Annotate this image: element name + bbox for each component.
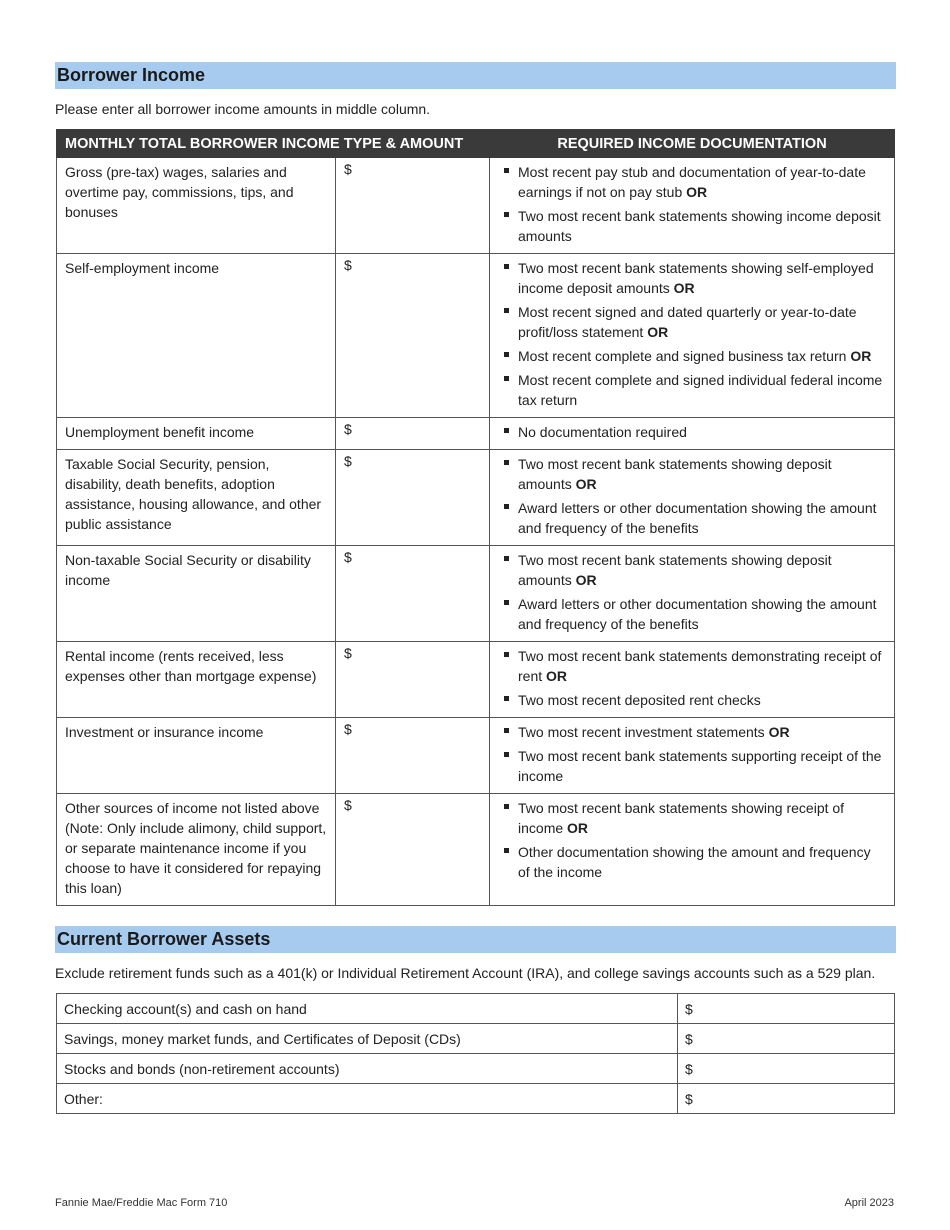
documentation-text: Most recent complete and signed individual federal income tax return (518, 372, 883, 408)
documentation-item (498, 690, 886, 710)
documentation-item (498, 422, 886, 442)
asset-row (57, 1024, 895, 1054)
currency-symbol: $ (344, 549, 352, 565)
asset-row (57, 1084, 895, 1114)
income-table-header (57, 130, 895, 158)
documentation-list (498, 258, 886, 410)
documentation-text: Two most recent bank statements demonstrating receipt of rent (518, 648, 882, 684)
income-documentation-cell (490, 158, 895, 254)
documentation-item (498, 370, 886, 410)
asset-amount-field[interactable] (678, 1084, 895, 1114)
documentation-text: Two most recent bank statements showing deposit amounts (518, 456, 832, 492)
documentation-text: Two most recent bank statements supporting receipt of the income (518, 748, 882, 784)
income-row (57, 718, 895, 794)
income-row (57, 546, 895, 642)
income-amount-field[interactable] (336, 546, 490, 642)
income-row (57, 450, 895, 546)
documentation-text: Two most recent bank statements showing income deposit amounts (518, 208, 881, 244)
income-amount-field[interactable] (336, 794, 490, 906)
or-connector: OR (686, 184, 708, 200)
footer-date: April 2023 (844, 1197, 894, 1209)
income-row (57, 158, 895, 254)
documentation-item (498, 594, 886, 634)
income-amount-field[interactable] (336, 158, 490, 254)
income-type-label: Gross (pre-tax) wages, salaries and overtime pay, commissions, tips, and bonuses (57, 158, 336, 254)
income-amount-field[interactable] (336, 718, 490, 794)
asset-label: Stocks and bonds (non-retirement accounts) (57, 1054, 678, 1084)
income-documentation-cell (490, 254, 895, 418)
documentation-text: Award letters or other documentation showing the amount and frequency of the benefits (518, 500, 877, 536)
or-connector: OR (546, 668, 568, 684)
income-type-label: Taxable Social Security, pension, disability, death benefits, adoption assistance, housing allowance, and other public assistance (57, 450, 336, 546)
income-documentation-cell (490, 794, 895, 906)
or-connector: OR (575, 572, 597, 588)
form-page (55, 62, 896, 1114)
currency-symbol: $ (344, 453, 352, 469)
currency-symbol: $ (344, 721, 352, 737)
documentation-text: Two most recent bank statements showing self-employed income deposit amounts (518, 260, 874, 296)
assets-table (56, 993, 895, 1114)
documentation-list (498, 722, 886, 786)
documentation-text: Two most recent investment statements (518, 724, 765, 740)
borrower-income-header: Borrower Income (55, 62, 896, 89)
documentation-text: Two most recent deposited rent checks (518, 692, 761, 708)
or-connector: OR (575, 476, 597, 492)
income-type-label: Non-taxable Social Security or disability income (57, 546, 336, 642)
documentation-text: No documentation required (518, 424, 687, 440)
documentation-item (498, 746, 886, 786)
currency-symbol: $ (344, 797, 352, 813)
income-documentation-cell (490, 718, 895, 794)
income-instruction: Please enter all borrower income amounts in middle column. (55, 101, 431, 117)
documentation-item (498, 842, 886, 882)
asset-amount-field[interactable] (678, 1024, 895, 1054)
currency-symbol: $ (685, 1000, 693, 1017)
asset-label: Savings, money market funds, and Certificates of Deposit (CDs) (57, 1024, 678, 1054)
income-row (57, 642, 895, 718)
income-amount-field[interactable] (336, 642, 490, 718)
income-row (57, 794, 895, 906)
or-connector: OR (647, 324, 669, 340)
income-amount-field[interactable] (336, 418, 490, 450)
income-type-label: Rental income (rents received, less expenses other than mortgage expense) (57, 642, 336, 718)
documentation-list (498, 550, 886, 634)
asset-row (57, 994, 895, 1024)
currency-symbol: $ (685, 1030, 693, 1047)
income-row (57, 418, 895, 450)
documentation-text: Most recent complete and signed business tax return (518, 348, 847, 364)
income-type-label: Investment or insurance income (57, 718, 336, 794)
assets-instruction: Exclude retirement funds such as a 401(k) or Individual Retirement Account (IRA), and college savings accounts such as a 529 plan. (55, 965, 876, 981)
assets-table-body (57, 994, 895, 1114)
documentation-text: Award letters or other documentation showing the amount and frequency of the benefits (518, 596, 877, 632)
income-type-label: Other sources of income not listed above (Note: Only include alimony, child support, or separate maintenance income if you choose to have it considered for repaying this loan) (57, 794, 336, 906)
documentation-item (498, 302, 886, 342)
documentation-text: Most recent signed and dated quarterly or year-to-date profit/loss statement (518, 304, 857, 340)
documentation-text: Two most recent bank statements showing receipt of income (518, 800, 845, 836)
documentation-item (498, 454, 886, 494)
documentation-list (498, 454, 886, 538)
currency-symbol: $ (344, 421, 352, 437)
income-table (56, 129, 895, 906)
income-amount-field[interactable] (336, 254, 490, 418)
asset-label: Checking account(s) and cash on hand (57, 994, 678, 1024)
documentation-text: Other documentation showing the amount and frequency of the income (518, 844, 871, 880)
or-connector: OR (768, 724, 790, 740)
documentation-list (498, 798, 886, 882)
currency-symbol: $ (344, 257, 352, 273)
income-documentation-cell (490, 642, 895, 718)
income-type-label: Unemployment benefit income (57, 418, 336, 450)
documentation-item (498, 258, 886, 298)
or-connector: OR (673, 280, 695, 296)
currency-symbol: $ (685, 1060, 693, 1077)
or-connector: OR (567, 820, 589, 836)
asset-amount-field[interactable] (678, 994, 895, 1024)
income-documentation-cell (490, 418, 895, 450)
income-type-label: Self-employment income (57, 254, 336, 418)
documentation-item (498, 498, 886, 538)
income-amount-field[interactable] (336, 450, 490, 546)
documentation-item (498, 206, 886, 246)
or-connector: OR (850, 348, 872, 364)
documentation-item (498, 798, 886, 838)
asset-row (57, 1054, 895, 1084)
currency-symbol: $ (344, 161, 352, 177)
asset-amount-field[interactable] (678, 1054, 895, 1084)
documentation-item (498, 550, 886, 590)
documentation-item (498, 722, 886, 742)
income-documentation-cell (490, 450, 895, 546)
documentation-text: Two most recent bank statements showing deposit amounts (518, 552, 832, 588)
documentation-text: Most recent pay stub and documentation of year-to-date earnings if not on pay stub (518, 164, 866, 200)
documentation-item (498, 162, 886, 202)
documentation-list (498, 646, 886, 710)
documentation-list (498, 162, 886, 246)
borrower-assets-header: Current Borrower Assets (55, 926, 896, 953)
income-table-body (57, 158, 895, 906)
type-amount-column-header: MONTHLY TOTAL BORROWER INCOME TYPE & AMOUNT (57, 130, 490, 158)
income-documentation-cell (490, 546, 895, 642)
currency-symbol: $ (344, 645, 352, 661)
income-row (57, 254, 895, 418)
asset-label: Other: (57, 1084, 678, 1114)
documentation-item (498, 646, 886, 686)
currency-symbol: $ (685, 1090, 693, 1107)
documentation-item (498, 346, 886, 366)
documentation-column-header: REQUIRED INCOME DOCUMENTATION (490, 130, 895, 158)
footer-form-name: Fannie Mae/Freddie Mac Form 710 (55, 1197, 228, 1209)
documentation-list (498, 422, 886, 442)
